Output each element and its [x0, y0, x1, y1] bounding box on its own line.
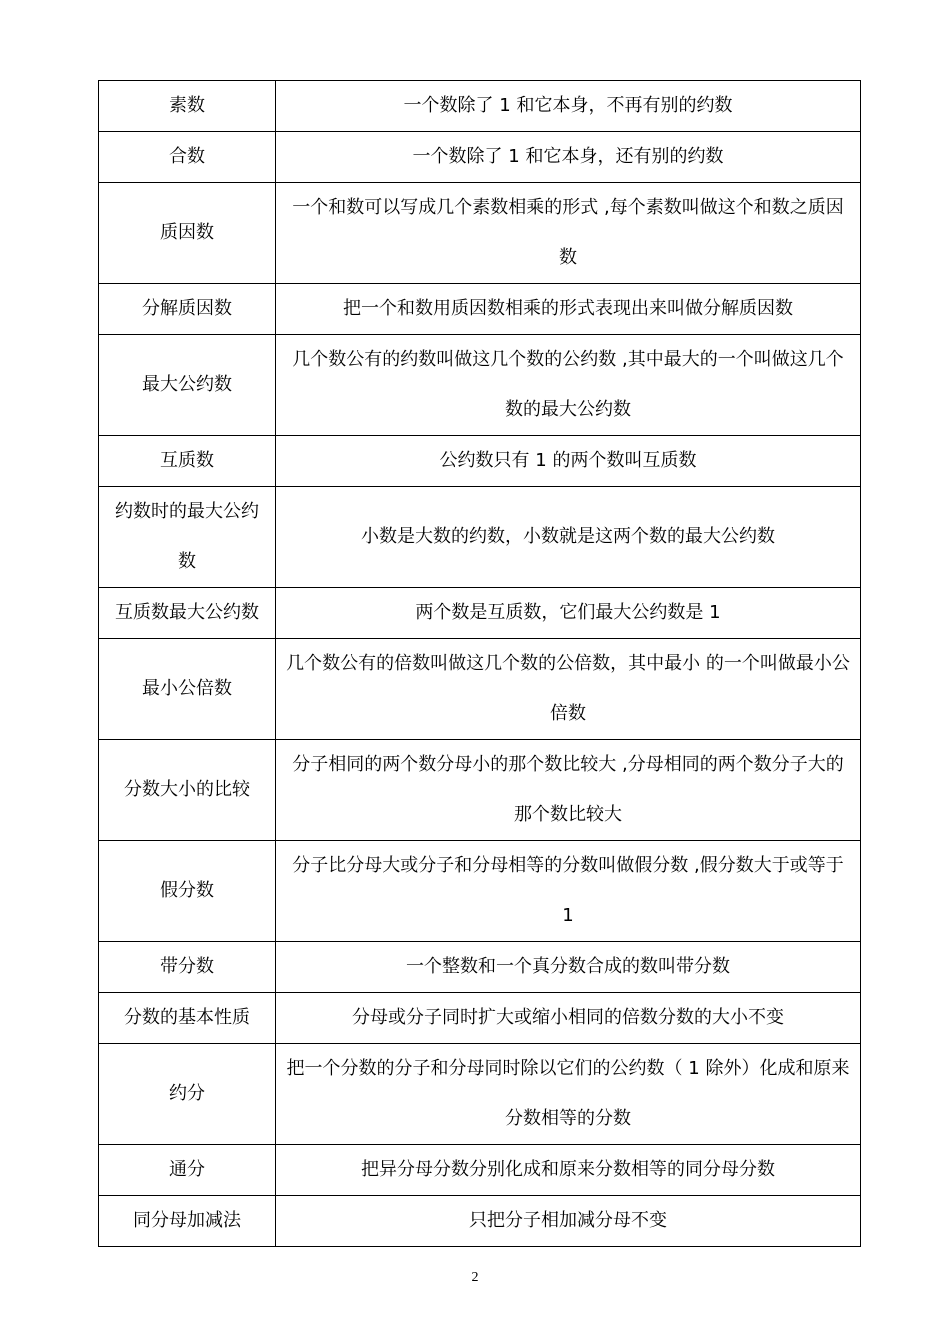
table-row [99, 487, 861, 588]
table-row [99, 81, 861, 132]
term-cell: 分数大小的比较 [99, 740, 276, 841]
term-cell: 同分母加减法 [99, 1196, 276, 1247]
definition-cell: 只把分子相加减分母不变 [276, 1196, 861, 1247]
term-cell: 最小公倍数 [99, 639, 276, 740]
table-row [99, 1145, 861, 1196]
term-cell: 素数 [99, 81, 276, 132]
table-row [99, 588, 861, 639]
term-cell: 通分 [99, 1145, 276, 1196]
definition-cell: 把一个分数的分子和分母同时除以它们的公约数（ 1 除外）化成和原来分数相等的分数 [276, 1044, 861, 1145]
definition-cell: 一个数除了 1 和它本身，还有别的约数 [276, 132, 861, 183]
table-row [99, 1196, 861, 1247]
table-row [99, 942, 861, 993]
definition-cell: 把异分母分数分别化成和原来分数相等的同分母分数 [276, 1145, 861, 1196]
definition-cell: 分子比分母大或分子和分母相等的分数叫做假分数 ,假分数大于或等于 1 [276, 841, 861, 942]
table-row [99, 993, 861, 1044]
table-row [99, 335, 861, 436]
table-row [99, 132, 861, 183]
term-cell: 约分 [99, 1044, 276, 1145]
table-row [99, 740, 861, 841]
definition-cell: 一个数除了 1 和它本身，不再有别的约数 [276, 81, 861, 132]
term-cell: 互质数最大公约数 [99, 588, 276, 639]
table-row [99, 284, 861, 335]
term-cell: 分数的基本性质 [99, 993, 276, 1044]
definition-cell: 公约数只有 1 的两个数叫互质数 [276, 436, 861, 487]
term-cell: 约数时的最大公约数 [99, 487, 276, 588]
definition-cell: 分母或分子同时扩大或缩小相同的倍数分数的大小不变 [276, 993, 861, 1044]
definitions-table [98, 80, 861, 1247]
term-cell: 合数 [99, 132, 276, 183]
table-row [99, 639, 861, 740]
definition-cell: 几个数公有的约数叫做这几个数的公约数 ,其中最大的一个叫做这几个数的最大公约数 [276, 335, 861, 436]
table-row [99, 183, 861, 284]
table-row [99, 1044, 861, 1145]
table-row [99, 436, 861, 487]
definition-cell: 几个数公有的倍数叫做这几个数的公倍数，其中最小 的一个叫做最小公倍数 [276, 639, 861, 740]
term-cell: 分解质因数 [99, 284, 276, 335]
term-cell: 互质数 [99, 436, 276, 487]
definition-cell: 一个整数和一个真分数合成的数叫带分数 [276, 942, 861, 993]
definition-cell: 两个数是互质数，它们最大公约数是 1 [276, 588, 861, 639]
definition-cell: 把一个和数用质因数相乘的形式表现出来叫做分解质因数 [276, 284, 861, 335]
definition-cell: 一个和数可以写成几个素数相乘的形式 ,每个素数叫做这个和数之质因数 [276, 183, 861, 284]
definition-cell: 分子相同的两个数分母小的那个数比较大 ,分母相同的两个数分子大的那个数比较大 [276, 740, 861, 841]
page-number: 2 [471, 1270, 479, 1285]
term-cell: 假分数 [99, 841, 276, 942]
term-cell: 带分数 [99, 942, 276, 993]
term-cell: 质因数 [99, 183, 276, 284]
definition-cell: 小数是大数的约数，小数就是这两个数的最大公约数 [276, 487, 861, 588]
table-row [99, 841, 861, 942]
term-cell: 最大公约数 [99, 335, 276, 436]
